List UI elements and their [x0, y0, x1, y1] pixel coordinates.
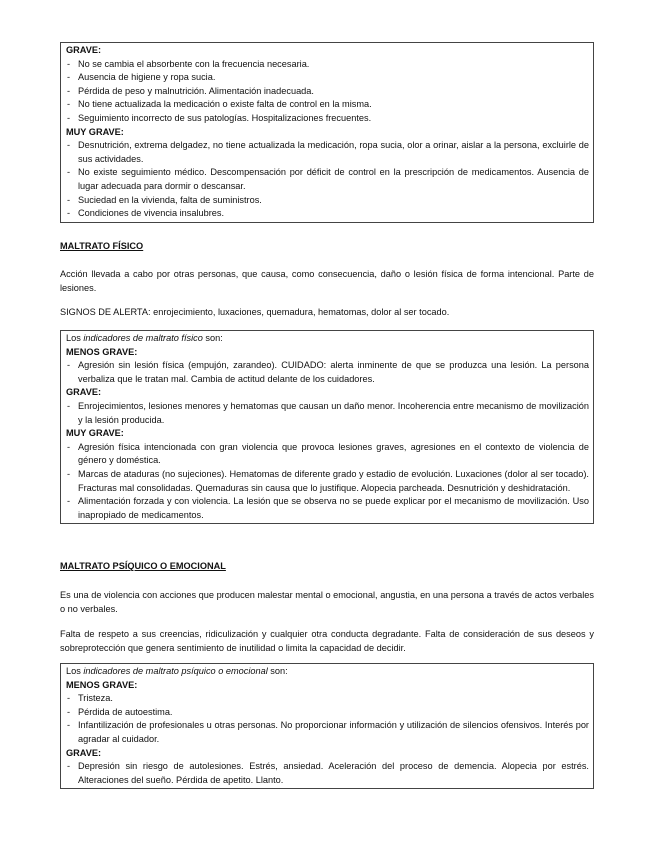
list-item: - Suciedad en la vivienda, falta de suministros.: [66, 194, 589, 208]
menos-grave-list: [66, 692, 589, 746]
intro-prefix: Los: [66, 333, 84, 343]
list-item: - Pérdida de peso y malnutrición. Alimentación inadecuada.: [66, 85, 589, 99]
menos-grave-list: [66, 359, 589, 386]
intro-prefix: Los: [66, 666, 84, 676]
list-item: - Ausencia de higiene y ropa sucia.: [66, 71, 589, 85]
list-item: - Desnutrición, extrema delgadez, no tiene actualizada la medicación, ropa sucia, olor a orinar, aislar a la persona, excluirle de sus actividades.: [66, 139, 589, 166]
list-item: - Depresión sin riesgo de autolesiones. Estrés, ansiedad. Aceleración del proceso de demencia. Alopecia por estrés. Alteraciones del sueño. Pérdida de apetito. Llanto.: [66, 760, 589, 787]
level-grave-label: GRAVE:: [66, 747, 102, 758]
indicators-intro: [66, 665, 589, 679]
level-muy-grave-label: MUY GRAVE:: [66, 428, 124, 439]
list-item: - Enrojecimientos, lesiones menores y hematomas que causan un daño menor. Incoherencia entre mecanismo de movilización y la lesión producida.: [66, 400, 589, 427]
intro-italic: indicadores de maltrato físico: [83, 333, 203, 343]
grave-list: [66, 760, 589, 787]
paragraph-psiquico-conductas: Falta de respeto a sus creencias, ridiculización y cualquier otra conducta degradante. Falta de consideración de sus deseos y sobreprotección que genera sentimiento de inutilidad o limita la capacidad de decidir.: [60, 629, 594, 653]
level-grave-label: GRAVE:: [66, 387, 102, 398]
muy-grave-list: [66, 441, 589, 523]
list-item: - No existe seguimiento médico. Descompensación por déficit de control en la prescripción de medicamentos. Ausencia de lugar adecuada para dormir o descansar.: [66, 166, 589, 193]
list-item: - No tiene actualizada la medicación o existe falta de control en la misma.: [66, 98, 589, 112]
list-item: - Seguimiento incorrecto de sus patologías. Hospitalizaciones frecuentes.: [66, 112, 589, 126]
grave-list: [66, 58, 589, 126]
indicators-box-fisico: [60, 330, 594, 524]
section-title-maltrato-psiquico: MALTRATO PSÍQUICO O EMOCIONAL: [60, 561, 226, 571]
paragraph-fisico-signos: SIGNOS DE ALERTA: enrojecimiento, luxaciones, quemadura, hematomas, dolor al ser tocado.: [60, 307, 450, 317]
indicators-box-psiquico: [60, 663, 594, 789]
indicators-box-abandono: [60, 42, 594, 223]
level-grave-label: GRAVE:: [66, 45, 102, 55]
list-item: - No se cambia el absorbente con la frecuencia necesaria.: [66, 58, 589, 72]
paragraph-psiquico-definition: Es una de violencia con acciones que producen malestar mental o emocional, angustia, en una persona a través de actos verbales o no verbales.: [60, 590, 594, 614]
list-item: - Alimentación forzada y con violencia. La lesión que se observa no se puede explicar por el mecanismo de movilización. Uso inapropiado de medicamentos.: [66, 495, 589, 522]
level-menos-grave-label: MENOS GRAVE:: [66, 679, 138, 690]
list-item: - Marcas de ataduras (no sujeciones). Hematomas de diferente grado y estadio de evolución. Luxaciones (dolor al ser tocado). Fracturas mal consolidadas. Quemaduras sin causa que lo justifique. Alopecia parcheada. Desnutrición y deshidratación.: [66, 468, 589, 495]
list-item: - Infantilización de profesionales u otras personas. No proporcionar información y utilización de silencios ofensivos. Interés por agradar al cuidador.: [66, 719, 589, 746]
level-menos-grave-label: MENOS GRAVE:: [66, 346, 138, 357]
list-item: - Agresión sin lesión física (empujón, zarandeo). CUIDADO: alerta inminente de que se produzca una lesión. La persona verbaliza que le tratan mal. Cambia de actitud delante de los cuidadores.: [66, 359, 589, 386]
list-item: - Tristeza.: [66, 692, 589, 706]
list-item: - Agresión física intencionada con gran violencia que provoca lesiones graves, agresiones en el contexto de violencia de género y doméstica.: [66, 441, 589, 468]
intro-suffix: son:: [202, 333, 223, 343]
muy-grave-list: [66, 139, 589, 221]
list-item: - Pérdida de autoestima.: [66, 706, 589, 720]
intro-suffix: son:: [267, 666, 288, 676]
list-item: - Condiciones de vivencia insalubres.: [66, 207, 589, 221]
indicators-intro: [66, 332, 589, 346]
level-muy-grave-label: MUY GRAVE:: [66, 126, 124, 137]
paragraph-fisico-definition: Acción llevada a cabo por otras personas, que causa, como consecuencia, daño o lesión física de forma intencional. Parte de lesiones.: [60, 269, 594, 293]
intro-italic: indicadores de maltrato psíquico o emocional: [83, 666, 268, 676]
grave-list: [66, 400, 589, 427]
section-title-maltrato-fisico: MALTRATO FÍSICO: [60, 241, 144, 251]
